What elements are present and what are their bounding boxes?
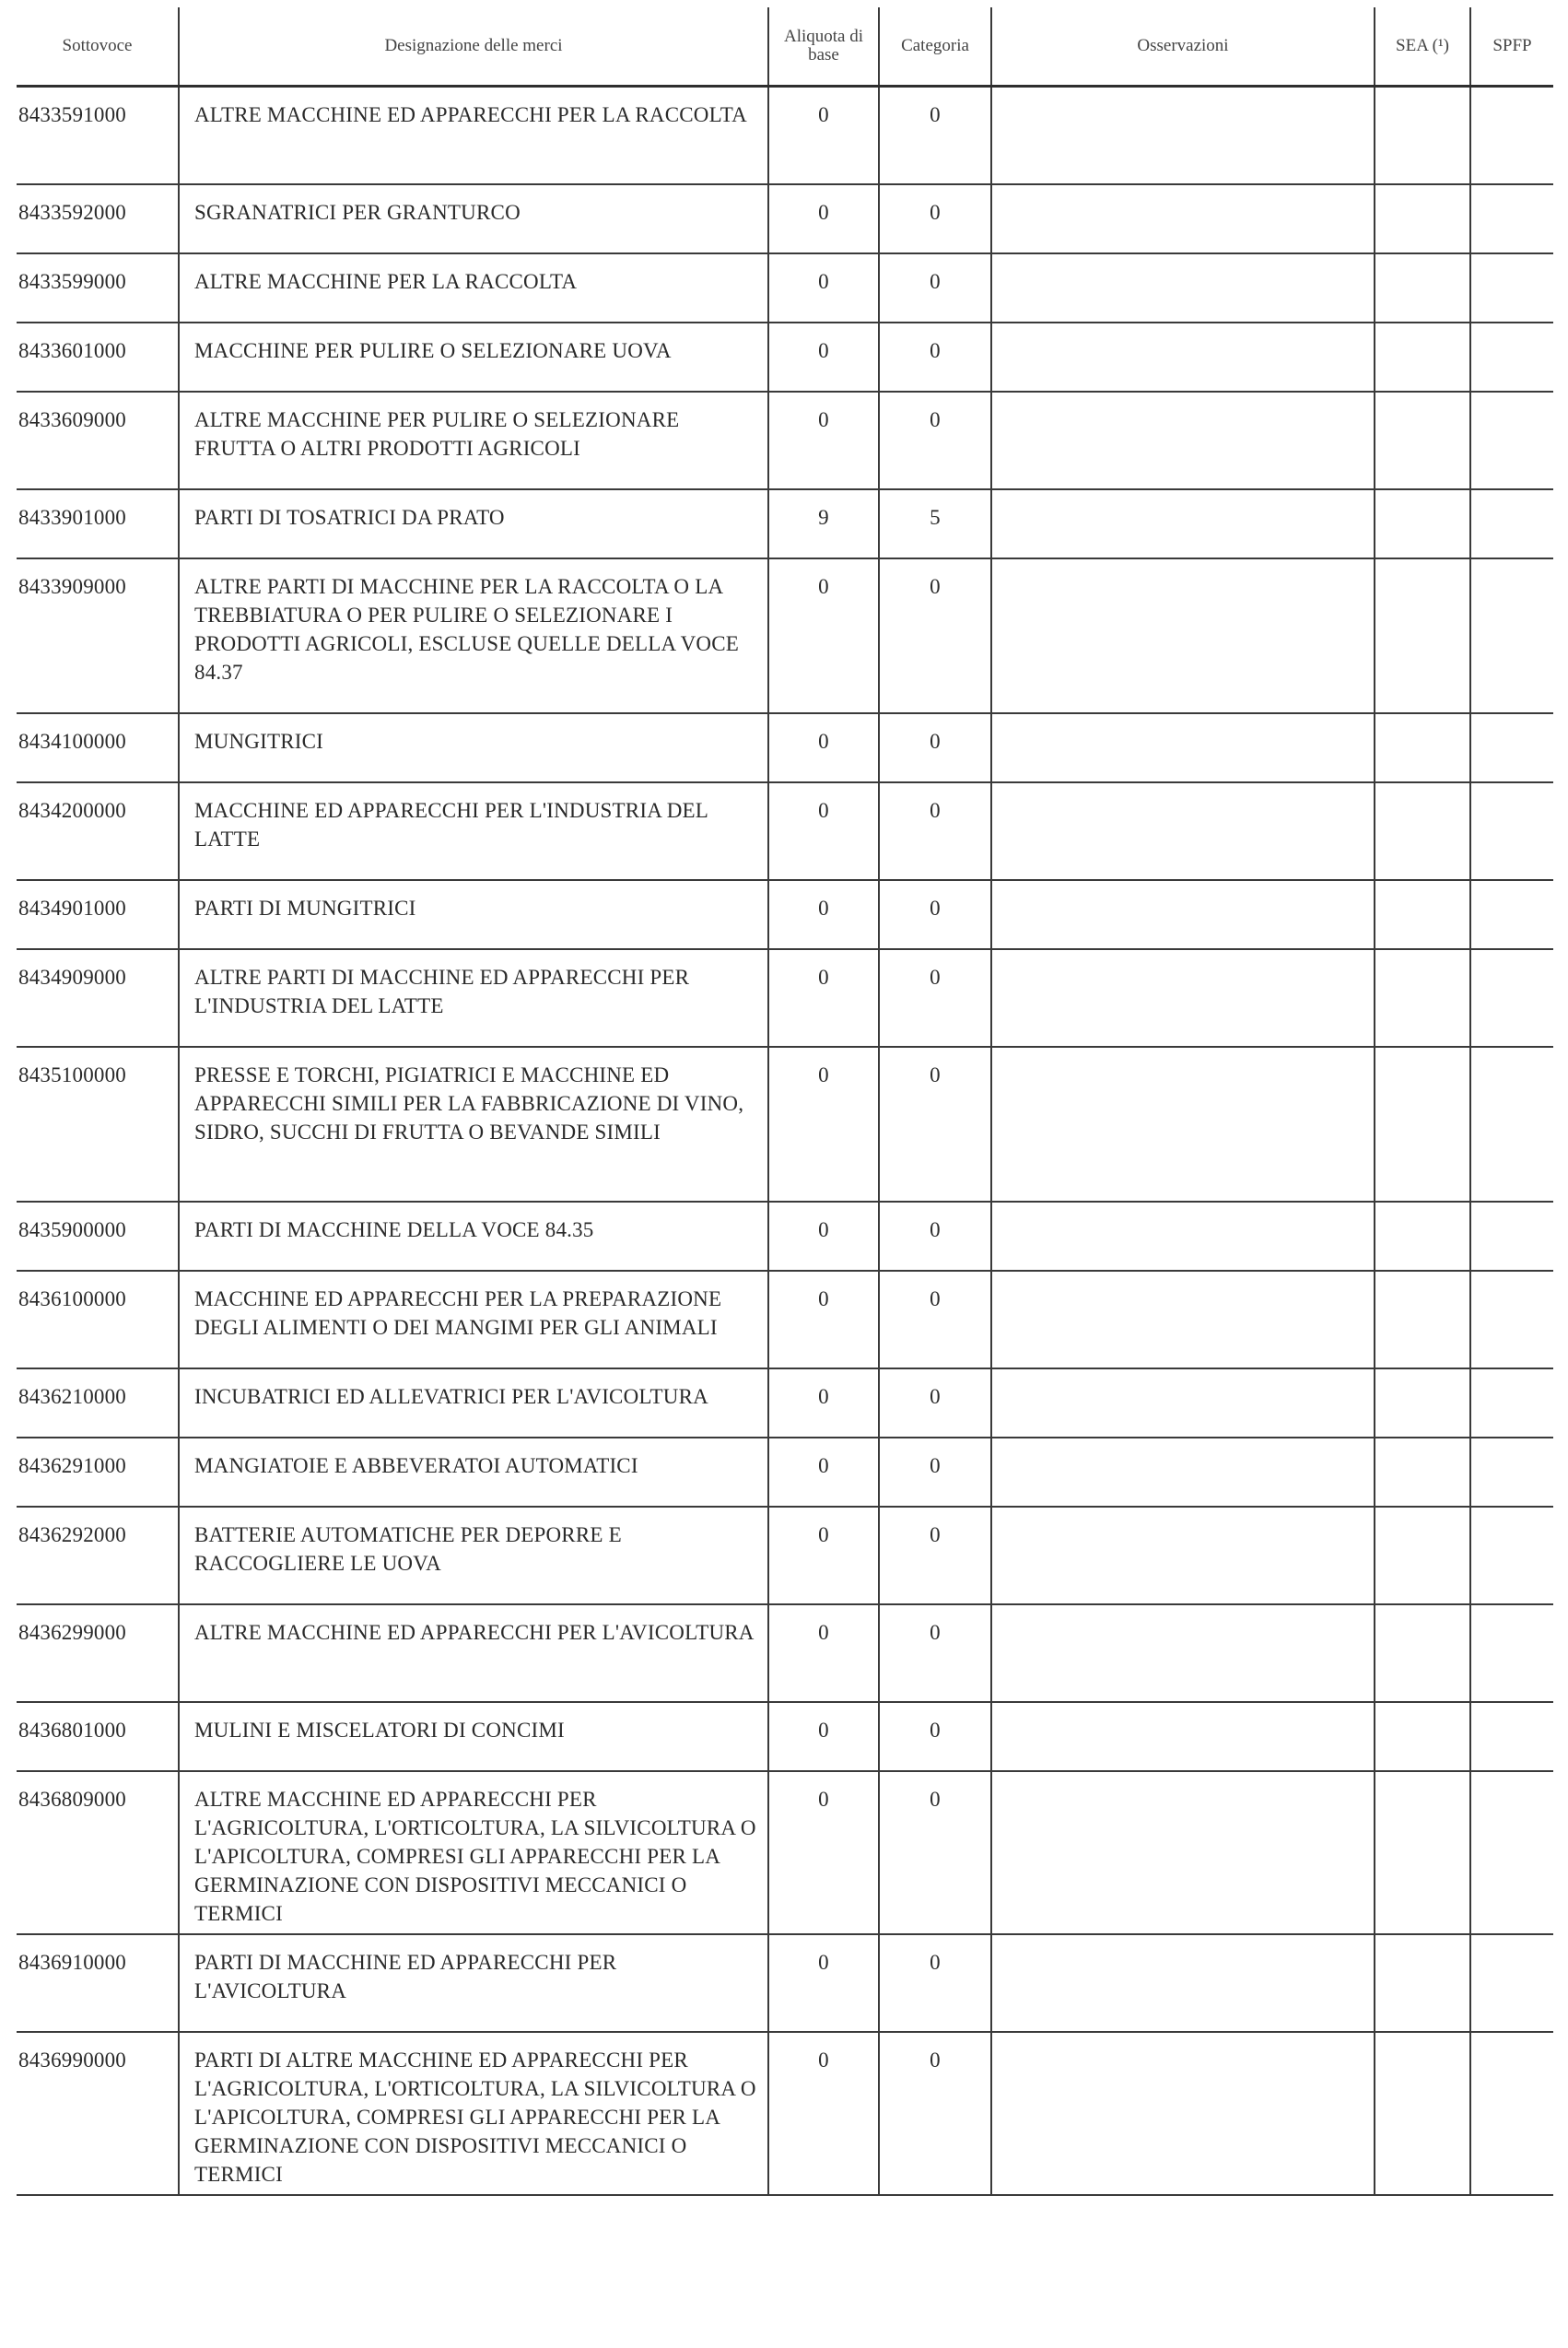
cell-sea [1375, 1271, 1470, 1368]
cell-description: PARTI DI MUNGITRICI [179, 880, 768, 949]
cell-categoria: 0 [879, 1438, 991, 1507]
cell-description: MACCHINE PER PULIRE O SELEZIONARE UOVA [179, 323, 768, 392]
cell-spfp [1470, 949, 1553, 1047]
table-row [17, 184, 1553, 253]
cell-code: 8433599000 [17, 253, 179, 323]
table-row [17, 713, 1553, 782]
cell-osservazioni [991, 2032, 1375, 2195]
header-osservazioni: Osservazioni [991, 7, 1375, 87]
cell-categoria: 0 [879, 253, 991, 323]
cell-description: MACCHINE ED APPARECCHI PER L'INDUSTRIA DEL LATTE [179, 782, 768, 880]
table-row [17, 880, 1553, 949]
cell-spfp [1470, 1507, 1553, 1604]
cell-code: 8433601000 [17, 323, 179, 392]
cell-aliquota: 0 [768, 1047, 879, 1202]
cell-code: 8436100000 [17, 1271, 179, 1368]
cell-description: ALTRE MACCHINE PER PULIRE O SELEZIONARE FRUTTA O ALTRI PRODOTTI AGRICOLI [179, 392, 768, 489]
cell-categoria: 0 [879, 323, 991, 392]
cell-code: 8433592000 [17, 184, 179, 253]
cell-categoria: 0 [879, 713, 991, 782]
cell-spfp [1470, 880, 1553, 949]
table-row [17, 392, 1553, 489]
cell-osservazioni [991, 253, 1375, 323]
table-row [17, 1934, 1553, 2032]
cell-osservazioni [991, 1934, 1375, 2032]
cell-categoria: 0 [879, 782, 991, 880]
cell-description: MANGIATOIE E ABBEVERATOI AUTOMATICI [179, 1438, 768, 1507]
table-row [17, 1047, 1553, 1202]
cell-osservazioni [991, 184, 1375, 253]
cell-spfp [1470, 2032, 1553, 2195]
cell-categoria: 0 [879, 1771, 991, 1934]
cell-sea [1375, 558, 1470, 713]
cell-sea [1375, 2032, 1470, 2195]
table-row [17, 87, 1553, 185]
cell-osservazioni [991, 1507, 1375, 1604]
cell-spfp [1470, 1438, 1553, 1507]
cell-categoria: 0 [879, 1702, 991, 1771]
cell-spfp [1470, 1934, 1553, 2032]
cell-spfp [1470, 323, 1553, 392]
cell-code: 8436210000 [17, 1368, 179, 1438]
cell-description: PARTI DI MACCHINE DELLA VOCE 84.35 [179, 1202, 768, 1271]
cell-spfp [1470, 253, 1553, 323]
cell-spfp [1470, 87, 1553, 185]
cell-description: PARTI DI ALTRE MACCHINE ED APPARECCHI PER L'AGRICOLTURA, L'ORTICOLTURA, LA SILVICOLTURA O L'APICOLTURA, COMPRESI GLI APPARECCHI PER LA GERMINAZIONE CON DISPOSITIVI MECCANICI O TERMICI [179, 2032, 768, 2195]
cell-code: 8434200000 [17, 782, 179, 880]
cell-osservazioni [991, 1202, 1375, 1271]
cell-code: 8436801000 [17, 1702, 179, 1771]
cell-code: 8436292000 [17, 1507, 179, 1604]
cell-osservazioni [991, 1438, 1375, 1507]
cell-code: 8436990000 [17, 2032, 179, 2195]
header-aliquota: Aliquota di base [768, 7, 879, 87]
cell-sea [1375, 184, 1470, 253]
table-row [17, 253, 1553, 323]
cell-spfp [1470, 1047, 1553, 1202]
cell-sea [1375, 1047, 1470, 1202]
table-row [17, 2032, 1553, 2195]
cell-osservazioni [991, 392, 1375, 489]
table-header [17, 7, 1553, 87]
cell-categoria: 0 [879, 1047, 991, 1202]
cell-categoria: 0 [879, 1271, 991, 1368]
cell-categoria: 0 [879, 1604, 991, 1702]
tariff-table [17, 7, 1553, 2196]
cell-sea [1375, 1438, 1470, 1507]
cell-code: 8435900000 [17, 1202, 179, 1271]
cell-spfp [1470, 782, 1553, 880]
cell-sea [1375, 253, 1470, 323]
table-row [17, 949, 1553, 1047]
table-row [17, 1771, 1553, 1934]
cell-osservazioni [991, 1771, 1375, 1934]
cell-description: ALTRE PARTI DI MACCHINE PER LA RACCOLTA O LA TREBBIATURA O PER PULIRE O SELEZIONARE I PRODOTTI AGRICOLI, ESCLUSE QUELLE DELLA VOCE 84.37 [179, 558, 768, 713]
header-categoria: Categoria [879, 7, 991, 87]
cell-osservazioni [991, 949, 1375, 1047]
cell-categoria: 0 [879, 1507, 991, 1604]
cell-osservazioni [991, 782, 1375, 880]
header-sottovoce: Sottovoce [17, 7, 179, 87]
cell-code: 8433591000 [17, 87, 179, 185]
cell-spfp [1470, 1202, 1553, 1271]
cell-sea [1375, 1702, 1470, 1771]
cell-description: INCUBATRICI ED ALLEVATRICI PER L'AVICOLTURA [179, 1368, 768, 1438]
cell-spfp [1470, 713, 1553, 782]
cell-aliquota: 0 [768, 1702, 879, 1771]
cell-code: 8433909000 [17, 558, 179, 713]
cell-aliquota: 0 [768, 392, 879, 489]
cell-code: 8434901000 [17, 880, 179, 949]
cell-aliquota: 0 [768, 323, 879, 392]
cell-code: 8435100000 [17, 1047, 179, 1202]
header-designazione: Designazione delle merci [179, 7, 768, 87]
table-row [17, 1368, 1553, 1438]
cell-aliquota: 0 [768, 1934, 879, 2032]
cell-aliquota: 0 [768, 1604, 879, 1702]
table-row [17, 1271, 1553, 1368]
cell-spfp [1470, 1271, 1553, 1368]
cell-osservazioni [991, 880, 1375, 949]
cell-spfp [1470, 1604, 1553, 1702]
table-row [17, 1604, 1553, 1702]
cell-categoria: 0 [879, 949, 991, 1047]
cell-sea [1375, 489, 1470, 558]
cell-spfp [1470, 184, 1553, 253]
cell-spfp [1470, 1368, 1553, 1438]
cell-aliquota: 0 [768, 713, 879, 782]
table-row [17, 1438, 1553, 1507]
cell-aliquota: 0 [768, 558, 879, 713]
cell-sea [1375, 392, 1470, 489]
header-sea: SEA (¹) [1375, 7, 1470, 87]
cell-description: BATTERIE AUTOMATICHE PER DEPORRE E RACCOGLIERE LE UOVA [179, 1507, 768, 1604]
table-row [17, 558, 1553, 713]
cell-spfp [1470, 392, 1553, 489]
cell-aliquota: 0 [768, 184, 879, 253]
table-row [17, 782, 1553, 880]
cell-sea [1375, 1507, 1470, 1604]
cell-aliquota: 0 [768, 949, 879, 1047]
cell-description: ALTRE PARTI DI MACCHINE ED APPARECCHI PER L'INDUSTRIA DEL LATTE [179, 949, 768, 1047]
cell-code: 8436910000 [17, 1934, 179, 2032]
cell-description: PARTI DI MACCHINE ED APPARECCHI PER L'AVICOLTURA [179, 1934, 768, 2032]
cell-osservazioni [991, 1271, 1375, 1368]
cell-code: 8436809000 [17, 1771, 179, 1934]
table-row [17, 489, 1553, 558]
cell-osservazioni [991, 713, 1375, 782]
cell-aliquota: 0 [768, 880, 879, 949]
cell-description: PRESSE E TORCHI, PIGIATRICI E MACCHINE ED APPARECCHI SIMILI PER LA FABBRICAZIONE DI VINO, SIDRO, SUCCHI DI FRUTTA O BEVANDE SIMILI [179, 1047, 768, 1202]
cell-osservazioni [991, 1047, 1375, 1202]
cell-code: 8436291000 [17, 1438, 179, 1507]
table-row [17, 1507, 1553, 1604]
cell-sea [1375, 949, 1470, 1047]
cell-description: SGRANATRICI PER GRANTURCO [179, 184, 768, 253]
header-spfp: SPFP [1470, 7, 1553, 87]
cell-sea [1375, 87, 1470, 185]
cell-spfp [1470, 1702, 1553, 1771]
cell-code: 8436299000 [17, 1604, 179, 1702]
cell-osservazioni [991, 1604, 1375, 1702]
cell-spfp [1470, 489, 1553, 558]
cell-sea [1375, 782, 1470, 880]
cell-spfp [1470, 1771, 1553, 1934]
cell-description: ALTRE MACCHINE ED APPARECCHI PER L'AGRICOLTURA, L'ORTICOLTURA, LA SILVICOLTURA O L'APICOLTURA, COMPRESI GLI APPARECCHI PER LA GERMINAZIONE CON DISPOSITIVI MECCANICI O TERMICI [179, 1771, 768, 1934]
cell-sea [1375, 880, 1470, 949]
cell-osservazioni [991, 1702, 1375, 1771]
cell-sea [1375, 1202, 1470, 1271]
cell-code: 8433901000 [17, 489, 179, 558]
table-row [17, 1202, 1553, 1271]
cell-categoria: 5 [879, 489, 991, 558]
cell-code: 8433609000 [17, 392, 179, 489]
cell-description: PARTI DI TOSATRICI DA PRATO [179, 489, 768, 558]
cell-sea [1375, 323, 1470, 392]
cell-categoria: 0 [879, 392, 991, 489]
cell-categoria: 0 [879, 1368, 991, 1438]
cell-aliquota: 0 [768, 1507, 879, 1604]
cell-description: ALTRE MACCHINE PER LA RACCOLTA [179, 253, 768, 323]
cell-categoria: 0 [879, 1934, 991, 2032]
cell-description: MULINI E MISCELATORI DI CONCIMI [179, 1702, 768, 1771]
cell-description: ALTRE MACCHINE ED APPARECCHI PER LA RACCOLTA [179, 87, 768, 185]
cell-aliquota: 0 [768, 782, 879, 880]
cell-sea [1375, 1368, 1470, 1438]
cell-aliquota: 0 [768, 2032, 879, 2195]
cell-osservazioni [991, 323, 1375, 392]
cell-categoria: 0 [879, 184, 991, 253]
cell-aliquota: 0 [768, 1368, 879, 1438]
cell-code: 8434100000 [17, 713, 179, 782]
cell-categoria: 0 [879, 2032, 991, 2195]
cell-categoria: 0 [879, 558, 991, 713]
cell-osservazioni [991, 558, 1375, 713]
cell-description: ALTRE MACCHINE ED APPARECCHI PER L'AVICOLTURA [179, 1604, 768, 1702]
cell-aliquota: 0 [768, 1202, 879, 1271]
cell-aliquota: 9 [768, 489, 879, 558]
cell-aliquota: 0 [768, 87, 879, 185]
cell-description: MUNGITRICI [179, 713, 768, 782]
cell-categoria: 0 [879, 1202, 991, 1271]
cell-categoria: 0 [879, 87, 991, 185]
cell-code: 8434909000 [17, 949, 179, 1047]
table-body [17, 87, 1553, 2196]
cell-osservazioni [991, 1368, 1375, 1438]
cell-aliquota: 0 [768, 1271, 879, 1368]
cell-aliquota: 0 [768, 253, 879, 323]
cell-spfp [1470, 558, 1553, 713]
cell-osservazioni [991, 87, 1375, 185]
cell-categoria: 0 [879, 880, 991, 949]
table-row [17, 323, 1553, 392]
cell-sea [1375, 1934, 1470, 2032]
cell-description: MACCHINE ED APPARECCHI PER LA PREPARAZIONE DEGLI ALIMENTI O DEI MANGIMI PER GLI ANIMALI [179, 1271, 768, 1368]
table-row [17, 1702, 1553, 1771]
cell-aliquota: 0 [768, 1438, 879, 1507]
cell-sea [1375, 1604, 1470, 1702]
cell-sea [1375, 713, 1470, 782]
cell-sea [1375, 1771, 1470, 1934]
cell-aliquota: 0 [768, 1771, 879, 1934]
cell-osservazioni [991, 489, 1375, 558]
